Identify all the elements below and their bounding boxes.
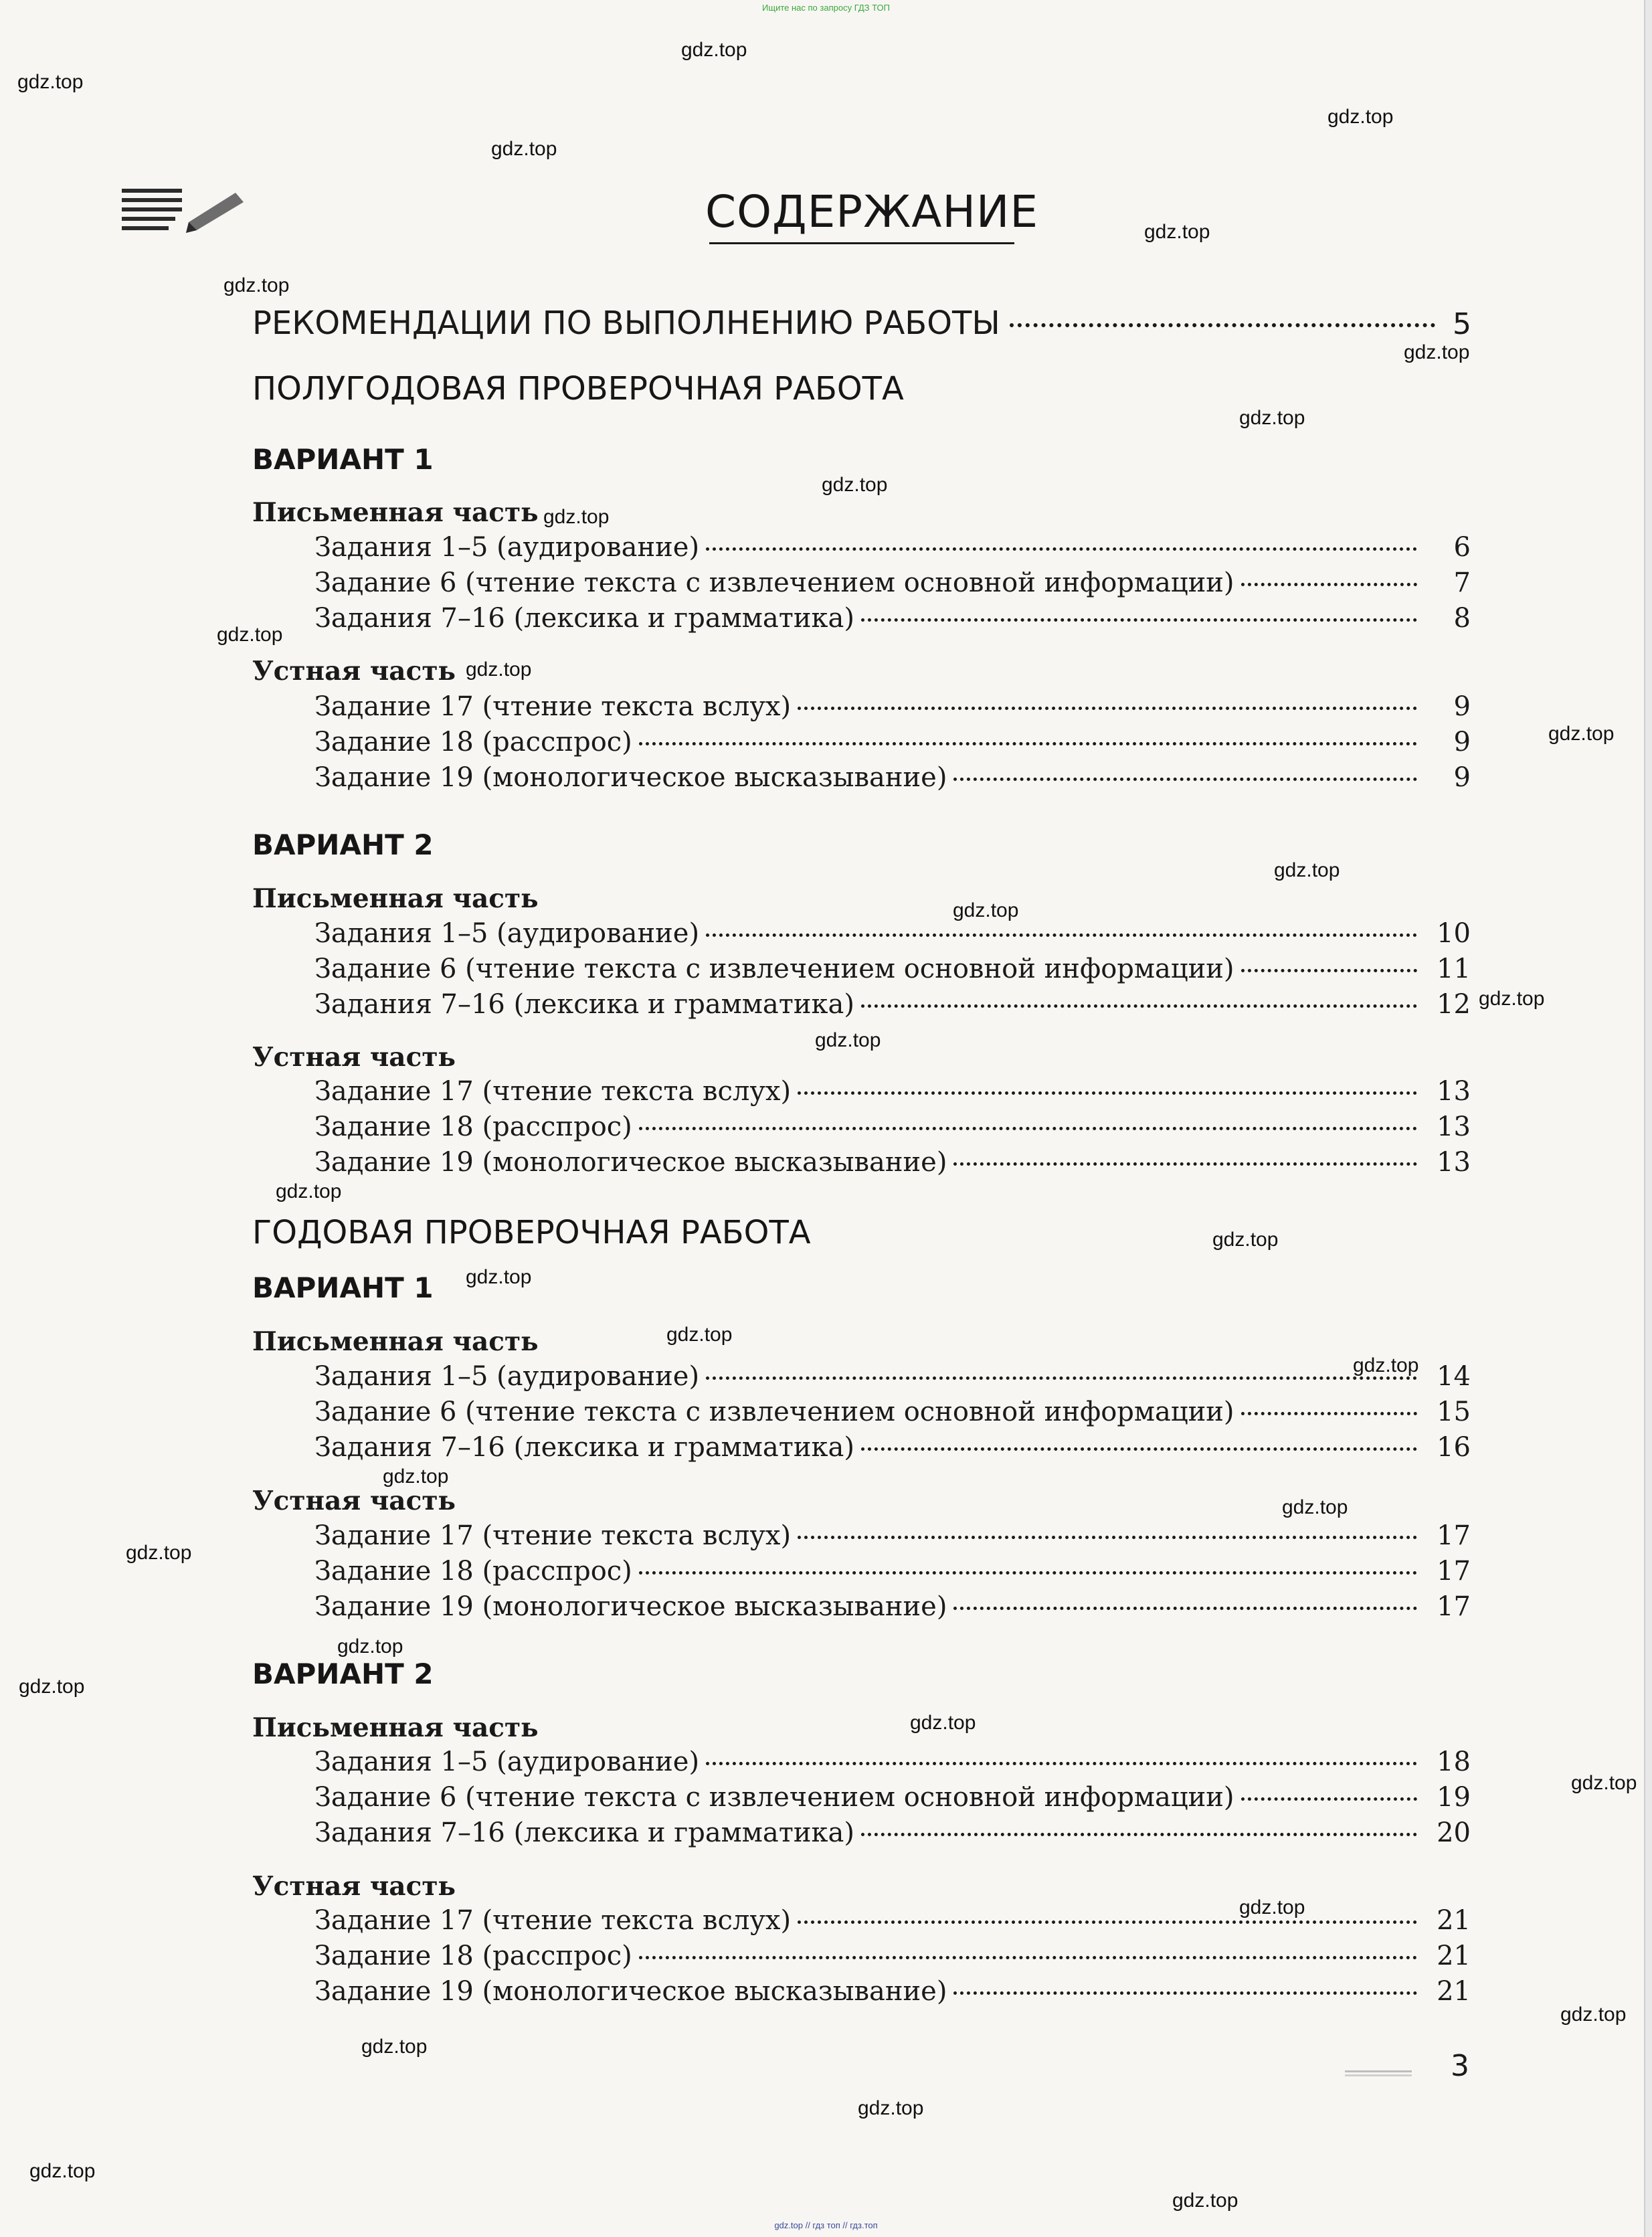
- toc-entry[interactable]: [314, 727, 1471, 757]
- toc-entry[interactable]: [314, 1747, 1471, 1777]
- toc-page: 9: [1453, 762, 1471, 793]
- watermark: gdz.top: [1479, 988, 1545, 1010]
- semester-v1-heading: ВАРИАНТ 1: [252, 443, 434, 476]
- toc-page: 12: [1437, 989, 1471, 1020]
- page-number: 3: [1451, 2049, 1469, 2083]
- toc-entry[interactable]: [314, 1111, 1471, 1142]
- toc-page: 13: [1437, 1076, 1471, 1107]
- toc-label: Задания 7–16 (лексика и грамматика): [314, 1817, 854, 1848]
- toc-page: 7: [1453, 567, 1471, 598]
- toc-label: РЕКОМЕНДАЦИИ ПО ВЫПОЛНЕНИЮ РАБОТЫ: [252, 304, 1000, 342]
- toc-entry[interactable]: [314, 532, 1471, 563]
- watermark: gdz.top: [217, 624, 283, 646]
- toc-entry[interactable]: [314, 1520, 1471, 1551]
- toc-page: 20: [1437, 1817, 1471, 1848]
- toc-entry[interactable]: [314, 1361, 1471, 1392]
- toc-label: Задание 19 (монологическое высказывание): [314, 1591, 947, 1622]
- watermark: gdz.top: [383, 1465, 449, 1488]
- toc-page: 14: [1437, 1361, 1471, 1392]
- leader-dots: [861, 1004, 1417, 1008]
- watermark: gdz.top: [822, 474, 888, 496]
- toc-label: Задание 18 (расспрос): [314, 1556, 632, 1587]
- leader-dots: [798, 707, 1417, 710]
- semester-v1-oral-label: Устная часть: [252, 656, 456, 687]
- watermark: gdz.top: [1239, 1896, 1305, 1918]
- toc-page: 21: [1437, 1941, 1471, 1971]
- page-edge: [1644, 0, 1652, 2237]
- watermark: gdz.top: [815, 1029, 881, 1051]
- annual-v2-heading: ВАРИАНТ 2: [252, 1658, 434, 1690]
- leader-dots: [861, 1833, 1417, 1836]
- toc-page: 17: [1437, 1591, 1471, 1622]
- toc-page: 18: [1437, 1747, 1471, 1777]
- toc-entry[interactable]: [314, 1976, 1471, 2007]
- toc-page: 15: [1437, 1397, 1471, 1427]
- toc-page: 17: [1437, 1556, 1471, 1587]
- toc-recommendations[interactable]: [252, 304, 1471, 342]
- leader-dots: [1241, 583, 1418, 586]
- toc-label: Задание 18 (расспрос): [314, 1941, 632, 1971]
- toc-label: Задания 1–5 (аудирование): [314, 532, 700, 563]
- watermark: gdz.top: [1353, 1354, 1419, 1376]
- leader-dots: [706, 933, 1417, 937]
- leader-dots: [798, 1091, 1417, 1095]
- toc-label: Задание 17 (чтение текста вслух): [314, 691, 792, 722]
- toc-label: Задание 18 (расспрос): [314, 727, 632, 757]
- watermark: gdz.top: [1404, 341, 1470, 363]
- leader-dots: [861, 1447, 1417, 1451]
- toc-page: 11: [1437, 954, 1471, 984]
- toc-entry[interactable]: [314, 1556, 1471, 1587]
- watermark: gdz.top: [1560, 2003, 1627, 2026]
- semester-v2-oral-label: Устная часть: [252, 1042, 456, 1073]
- toc-label: Задания 1–5 (аудирование): [314, 1361, 700, 1392]
- toc-entry[interactable]: [314, 918, 1471, 949]
- toc-label: Задания 7–16 (лексика и грамматика): [314, 603, 854, 634]
- leader-dots: [706, 1762, 1417, 1765]
- watermark: gdz.top: [466, 1266, 532, 1288]
- toc-page: 13: [1437, 1147, 1471, 1178]
- toc-entry[interactable]: [314, 1782, 1471, 1813]
- watermark: gdz.top: [29, 2160, 96, 2182]
- watermark: gdz.top: [466, 658, 532, 681]
- toc-page: 16: [1437, 1432, 1471, 1463]
- toc-label: Задание 17 (чтение текста вслух): [314, 1520, 792, 1551]
- toc-page: 13: [1437, 1111, 1471, 1142]
- leader-dots: [798, 1536, 1417, 1539]
- watermark: gdz.top: [953, 899, 1019, 921]
- leader-dots: [639, 742, 1417, 745]
- toc-label: Задания 1–5 (аудирование): [314, 1747, 700, 1777]
- semester-v2-written-label: Письменная часть: [252, 883, 539, 914]
- watermark: gdz.top: [491, 138, 557, 160]
- toc-page: 8: [1453, 603, 1471, 634]
- leader-dots: [1241, 1797, 1418, 1801]
- toc-label: Задание 18 (расспрос): [314, 1111, 632, 1142]
- annual-v2-written-label: Письменная часть: [252, 1712, 539, 1743]
- toc-entry[interactable]: [314, 691, 1471, 722]
- leader-dots: [953, 1991, 1417, 1995]
- toc-entry[interactable]: [314, 603, 1471, 634]
- semester-v2-heading: ВАРИАНТ 2: [252, 828, 434, 861]
- title-underline: [709, 242, 1014, 244]
- watermark: gdz.top: [1548, 723, 1615, 745]
- watermark: gdz.top: [910, 1712, 976, 1734]
- toc-page: 5: [1453, 307, 1471, 341]
- leader-dots: [953, 778, 1417, 781]
- watermark: gdz.top: [17, 71, 84, 93]
- toc-label: Задание 6 (чтение текста с извлечением основной информации): [314, 567, 1234, 598]
- toc-entry[interactable]: [314, 1941, 1471, 1971]
- watermark: gdz.top: [1282, 1496, 1348, 1518]
- watermark: gdz.top: [337, 1635, 403, 1658]
- watermark: gdz.top: [223, 274, 290, 296]
- toc-page: 10: [1437, 918, 1471, 949]
- watermark: gdz.top: [681, 39, 747, 61]
- toc-label: Задания 7–16 (лексика и грамматика): [314, 1432, 854, 1463]
- watermark: gdz.top: [858, 2097, 924, 2119]
- watermark: gdz.top: [276, 1180, 342, 1202]
- leader-dots: [953, 1607, 1417, 1610]
- toc-page: 19: [1437, 1782, 1471, 1813]
- toc-page: 21: [1437, 1905, 1471, 1936]
- toc-entry[interactable]: [314, 954, 1471, 984]
- annual-v1-written-label: Письменная часть: [252, 1326, 539, 1357]
- watermark: gdz.top: [666, 1324, 733, 1346]
- toc-label: Задание 19 (монологическое высказывание): [314, 1147, 947, 1178]
- leader-dots: [639, 1571, 1417, 1575]
- top-banner: Ищите нас по запросу ГДЗ ТОП: [762, 3, 890, 13]
- annual-v1-heading: ВАРИАНТ 1: [252, 1271, 434, 1304]
- annual-v2-oral-label: Устная часть: [252, 1871, 456, 1902]
- toc-page: 9: [1453, 691, 1471, 722]
- leader-dots: [1010, 323, 1435, 327]
- page-title: СОДЕРЖАНИЕ: [705, 186, 1039, 238]
- toc-entry[interactable]: [314, 1591, 1471, 1622]
- leader-dots: [639, 1956, 1417, 1959]
- toc-entry[interactable]: [314, 1817, 1471, 1848]
- toc-entry[interactable]: [314, 567, 1471, 598]
- toc-label: Задание 17 (чтение текста вслух): [314, 1905, 792, 1936]
- watermark: gdz.top: [543, 506, 610, 528]
- leader-dots: [706, 547, 1417, 551]
- toc-entry[interactable]: [314, 989, 1471, 1020]
- leader-dots: [861, 618, 1417, 622]
- watermark: gdz.top: [1327, 106, 1394, 128]
- page-number-decoration: [1345, 2070, 1412, 2077]
- toc-label: Задания 7–16 (лексика и грамматика): [314, 989, 854, 1020]
- toc-label: Задание 6 (чтение текста с извлечением основной информации): [314, 1782, 1234, 1813]
- toc-entry[interactable]: [314, 1397, 1471, 1427]
- toc-entry[interactable]: [314, 762, 1471, 793]
- toc-page: 6: [1453, 532, 1471, 563]
- toc-page: 9: [1453, 727, 1471, 757]
- toc-page: 17: [1437, 1520, 1471, 1551]
- watermark: gdz.top: [1571, 1772, 1637, 1794]
- watermark: gdz.top: [1274, 859, 1340, 881]
- watermark: gdz.top: [1172, 2189, 1238, 2212]
- semester-v1-written-label: Письменная часть: [252, 497, 539, 528]
- toc-entry[interactable]: [314, 1432, 1471, 1463]
- toc-entry[interactable]: [314, 1076, 1471, 1107]
- toc-label: Задание 19 (монологическое высказывание): [314, 762, 947, 793]
- annual-heading: ГОДОВАЯ ПРОВЕРОЧНАЯ РАБОТА: [252, 1214, 811, 1251]
- toc-page: 21: [1437, 1976, 1471, 2007]
- watermark: gdz.top: [361, 2036, 428, 2058]
- leader-dots: [639, 1127, 1417, 1130]
- watermark: gdz.top: [1212, 1229, 1279, 1251]
- toc-label: Задание 6 (чтение текста с извлечением основной информации): [314, 1397, 1234, 1427]
- bottom-banner: gdz.top // гдз топ // гдз.топ: [774, 2220, 878, 2230]
- leader-dots: [706, 1376, 1417, 1380]
- toc-label: Задание 19 (монологическое высказывание): [314, 1976, 947, 2007]
- toc-label: Задание 17 (чтение текста вслух): [314, 1076, 792, 1107]
- watermark: gdz.top: [1144, 221, 1210, 243]
- leader-dots: [953, 1162, 1417, 1166]
- toc-label: Задание 6 (чтение текста с извлечением основной информации): [314, 954, 1234, 984]
- watermark: gdz.top: [126, 1542, 192, 1564]
- watermark: gdz.top: [1239, 407, 1305, 429]
- watermark: gdz.top: [19, 1676, 85, 1698]
- annual-v1-oral-label: Устная часть: [252, 1486, 456, 1516]
- book-logo-icon: [122, 189, 256, 236]
- leader-dots: [798, 1920, 1417, 1924]
- toc-entry[interactable]: [314, 1147, 1471, 1178]
- toc-label: Задания 1–5 (аудирование): [314, 918, 700, 949]
- leader-dots: [1241, 1412, 1418, 1415]
- semester-heading: ПОЛУГОДОВАЯ ПРОВЕРОЧНАЯ РАБОТА: [252, 370, 904, 408]
- leader-dots: [1241, 969, 1418, 972]
